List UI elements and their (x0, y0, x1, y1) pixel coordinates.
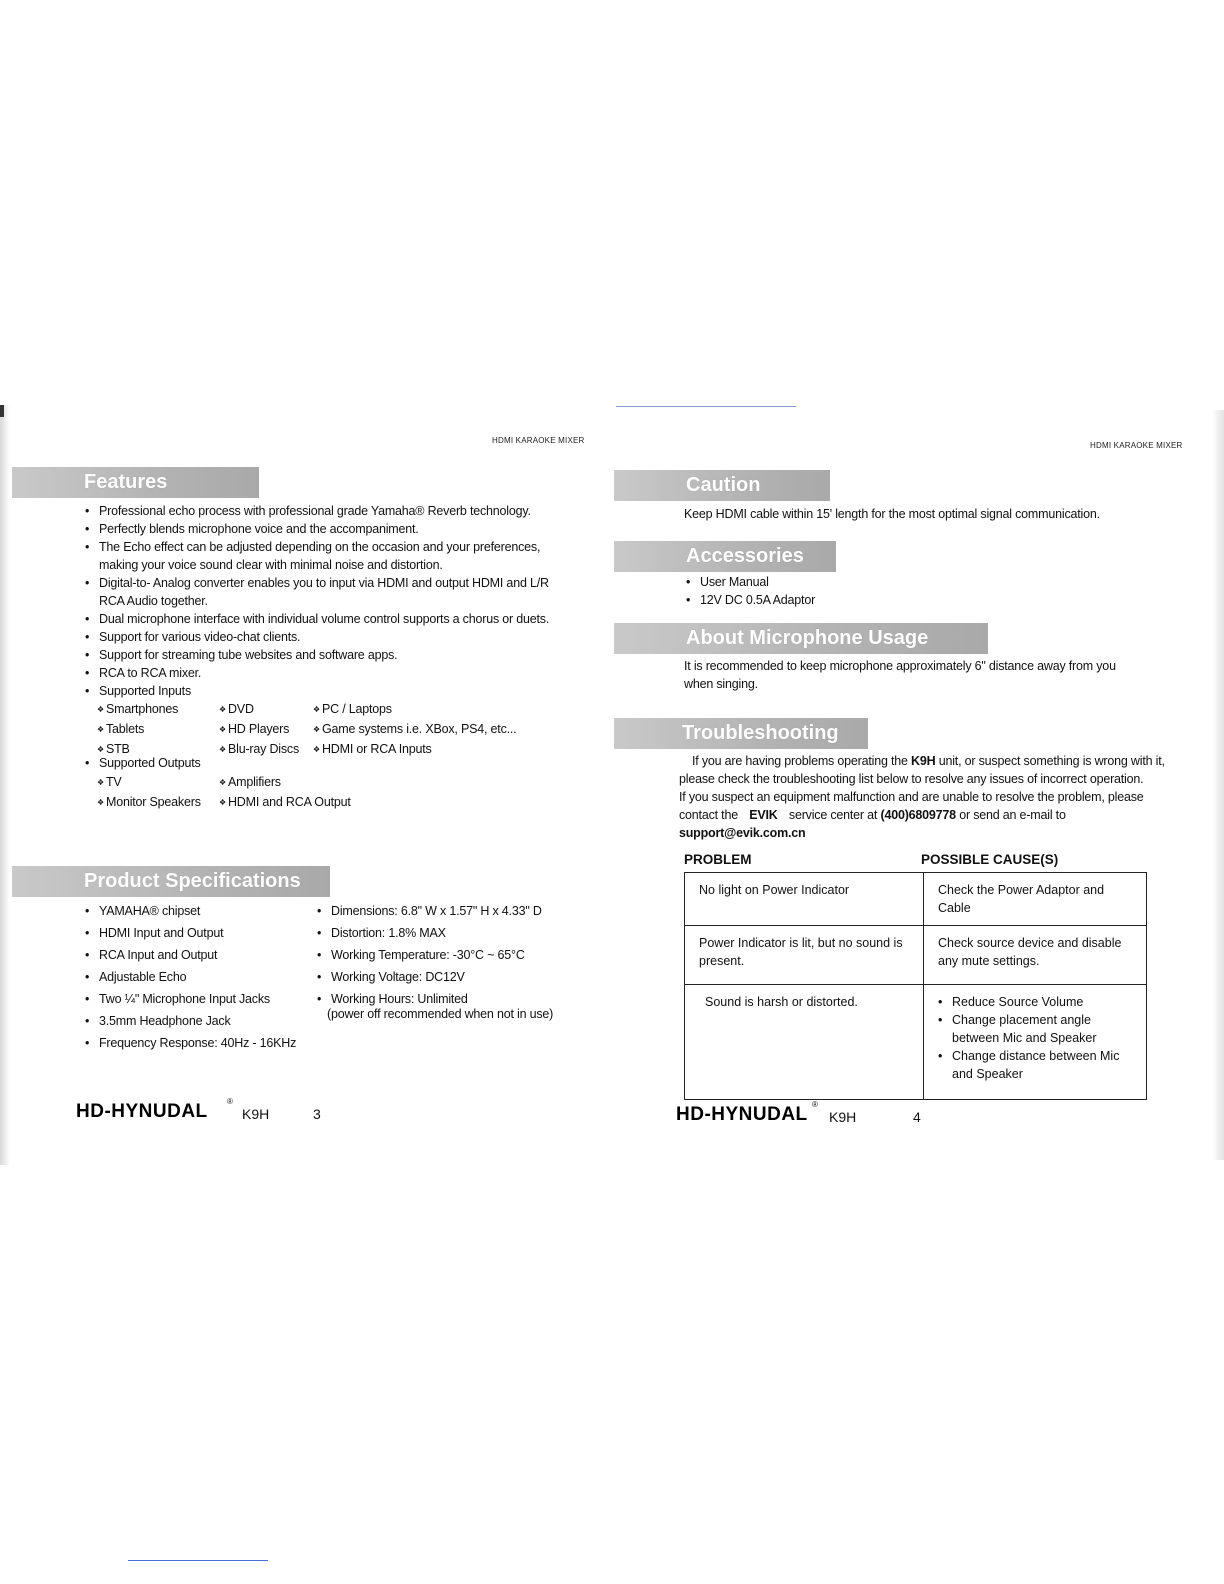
input-item: ❖ Blu-ray Discs (219, 740, 313, 760)
service-phone: (400)6809778 (880, 808, 956, 822)
troubleshooting-heading-bar (614, 718, 868, 749)
troubleshooting-para-line-4 (679, 806, 1066, 824)
troubleshooting-text: service center at (788, 808, 878, 822)
spec-item: • Adjustable Echo (85, 968, 305, 986)
cause-item: • Change placement angle between Mic and Speaker (938, 1011, 1132, 1047)
accessories-list (686, 573, 986, 609)
problem-column-header: PROBLEM (684, 852, 752, 867)
registered-mark: ® (227, 1097, 233, 1106)
caution-heading: Caution (686, 474, 761, 496)
output-item: ❖ Monitor Speakers (97, 793, 219, 813)
troubleshooting-text: If you are having problems operating the (692, 754, 908, 768)
mic-usage-heading-bar (614, 623, 988, 654)
cause-item: • Reduce Source Volume (938, 993, 1132, 1011)
feature-item: • Support for streaming tube websites and software apps. (85, 646, 555, 664)
running-head: HDMI KARAOKE MIXER (492, 436, 585, 445)
caution-text: Keep HDMI cable within 15' length for the most optimal signal communication. (684, 507, 1100, 521)
troubleshooting-text: or send an e-mail to (959, 808, 1066, 822)
spec-item: • HDMI Input and Output (85, 924, 305, 942)
troubleshooting-para-line-3: If you suspect an equipment malfunction and are unable to resolve the problem, please (679, 790, 1144, 804)
brand-logo: HD-HYNUDAL (676, 1104, 808, 1125)
feature-item: • Professional echo process with professional grade Yamaha® Reverb technology. (85, 502, 555, 520)
page-number: 3 (313, 1106, 321, 1122)
troubleshooting-text: contact the (679, 808, 738, 822)
features-list (85, 502, 555, 700)
spec-item: • Working Hours: Unlimited (317, 990, 577, 1008)
input-item: ❖ PC / Laptops (313, 700, 533, 720)
cause-list (938, 993, 1132, 1083)
page-number: 4 (913, 1109, 921, 1125)
input-item: ❖ Smartphones (97, 700, 219, 720)
specs-heading: Product Specifications (84, 870, 301, 892)
troubleshooting-heading: Troubleshooting (682, 722, 839, 744)
output-item: ❖ HDMI and RCA Output (219, 793, 419, 813)
supported-outputs-heading (85, 754, 555, 772)
output-item: ❖ Amplifiers (219, 773, 419, 793)
registered-mark: ® (812, 1100, 818, 1109)
input-item: ❖ HDMI or RCA Inputs (313, 740, 533, 760)
model-inline: K9H (911, 754, 936, 768)
accessory-item: • 12V DC 0.5A Adaptor (686, 591, 986, 609)
output-item: ❖ TV (97, 773, 219, 793)
supported-inputs-label: • Supported Inputs (85, 682, 555, 700)
spec-item: • Working Voltage: DC12V (317, 968, 577, 986)
troubleshooting-para-line-1 (692, 752, 1165, 770)
features-heading-bar (12, 467, 259, 498)
manual-page-4 (612, 0, 1224, 1584)
input-item: ❖ DVD (219, 700, 313, 720)
specs-heading-bar (12, 866, 330, 897)
brand-logo: HD-HYNUDAL (76, 1101, 208, 1122)
problem-cell: Sound is harsh or distorted. (685, 985, 924, 1100)
feature-item: • Digital-to- Analog converter enables you to input via HDMI and output HDMI and L/R RCA Audio together. (85, 574, 555, 610)
troubleshooting-para-line-2: please check the troubleshooting list below to resolve any issues of incorrect operation. (679, 772, 1144, 786)
supported-outputs-label: • Supported Outputs (85, 754, 555, 772)
caution-heading-bar (614, 470, 830, 501)
spec-item: • RCA Input and Output (85, 946, 305, 964)
spec-item: • YAMAHA® chipset (85, 902, 305, 920)
input-item: ❖ STB (97, 740, 219, 760)
input-item: ❖ HD Players (219, 720, 313, 740)
service-brand: EVIK (749, 808, 778, 822)
spec-note: (power off recommended when not in use) (327, 1007, 554, 1021)
features-heading: Features (84, 471, 168, 493)
spec-item: • Working Temperature: -30°C ~ 65°C (317, 946, 577, 964)
cause-cell: Check source device and disable any mute settings. (924, 926, 1147, 985)
specs-list-col2 (317, 902, 577, 1012)
feature-item: • Dual microphone interface with individual volume control supports a chorus or duets. (85, 610, 555, 628)
accessories-heading: Accessories (686, 545, 804, 567)
mic-usage-line-1: It is recommended to keep microphone approximately 6" distance away from you (684, 659, 1116, 673)
mic-usage-line-2: when singing. (684, 677, 758, 691)
feature-item: • Perfectly blends microphone voice and the accompaniment. (85, 520, 555, 538)
spec-item: • Distortion: 1.8% MAX (317, 924, 577, 942)
spec-item: • Dimensions: 6.8" W x 1.57" H x 4.33" D (317, 902, 577, 920)
running-head: HDMI KARAOKE MIXER (1090, 441, 1183, 450)
problem-cell: No light on Power Indicator (685, 873, 924, 926)
feature-item: • The Echo effect can be adjusted depending on the occasion and your preferences, making your voice sound clear with minimal noise and distortion. (85, 538, 555, 574)
supported-inputs-grid (97, 700, 533, 760)
table-row (685, 926, 1147, 985)
specs-list-col1 (85, 902, 305, 1056)
mic-usage-heading: About Microphone Usage (686, 627, 929, 649)
feature-item: • Support for various video-chat clients. (85, 628, 555, 646)
supported-outputs-grid (97, 773, 419, 813)
model-number: K9H (829, 1109, 857, 1125)
troubleshooting-table (684, 872, 1147, 1100)
cause-column-header: POSSIBLE CAUSE(S) (921, 852, 1059, 867)
accessory-item: • User Manual (686, 573, 986, 591)
table-row (685, 985, 1147, 1100)
spec-item: • 3.5mm Headphone Jack (85, 1012, 305, 1030)
troubleshooting-text: unit, or suspect something is wrong with it, (935, 754, 1165, 768)
accessories-heading-bar (614, 541, 836, 572)
spec-item: • Frequency Response: 40Hz - 16KHz (85, 1034, 305, 1052)
input-item: ❖ Game systems i.e. XBox, PS4, etc... (313, 720, 533, 740)
cause-cell (924, 985, 1147, 1100)
input-item: ❖ Tablets (97, 720, 219, 740)
cause-item: • Change distance between Mic and Speaker (938, 1047, 1132, 1083)
table-row (685, 873, 1147, 926)
feature-item: • RCA to RCA mixer. (85, 664, 555, 682)
cause-cell: Check the Power Adaptor and Cable (924, 873, 1147, 926)
problem-cell: Power Indicator is lit, but no sound is present. (685, 926, 924, 985)
spec-item: • Two ¼" Microphone Input Jacks (85, 990, 305, 1008)
model-number: K9H (242, 1106, 270, 1122)
support-email: support@evik.com.cn (679, 826, 806, 840)
